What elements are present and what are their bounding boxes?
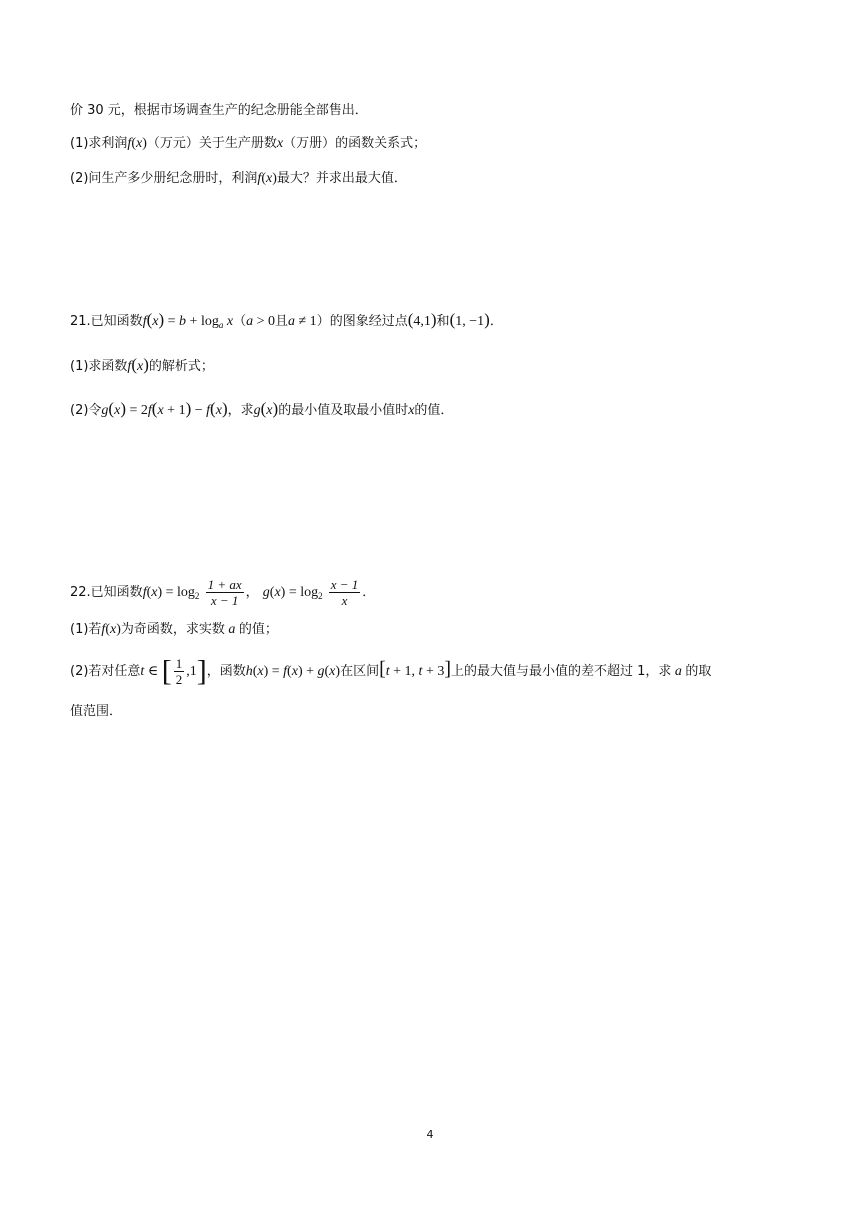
q22-part2-cont: 值范围． (70, 704, 123, 719)
q21-stem: 21.已知函数$f(x) = b + \log_a x(a > 0$且a ≠ 1）的图象经过点(4,1)和(1, −1)． (70, 310, 503, 330)
q20-part2: (2)问生产多少册纪念册时，利润f(x)最大？并求出最大值． (70, 171, 407, 186)
fraction-x-minus-1-over-x: $\frac{x - 1}{x}$ (330, 577, 359, 608)
q21-part2: (2)令g(x) = 2f(x + 1) − f(x)，求g(x)的最小值及取最小值时x的值． (70, 399, 454, 418)
q22-part1: (1)若f(x)为奇函数，求实数 a 的值； (70, 622, 278, 637)
page-number: 4 (426, 1128, 434, 1141)
q22-stem: 22.已知函数$f(x) = \log_2$ $\frac{1 + ax}{x - 1}$ ， $g(x) = \log_2$ $\frac{x - 1}{x}$ ． (70, 577, 376, 608)
fraction-1-plus-ax-over-x-minus-1: $\frac{1 + ax}{x - 1}$ (207, 577, 242, 608)
q21-part1: (1)求函数f(x)的解析式； (70, 355, 214, 374)
q22-part2: (2)若对任意t ∈ [ $\frac{1}{2}$ ,1]，函数h(x) = f(x) + g(x)在区间[t + 1, t + 3]上的最大值与最小值的差不超过 1，求 a 的取 (70, 654, 712, 688)
fraction-one-half: $\frac{1}{2}$ (175, 656, 183, 687)
q20-part1: (1)求利润f(x)（万元）关于生产册数x（万册）的函数关系式； (70, 136, 427, 151)
q20-line1: 价 30 元，根据市场调查生产的纪念册能全部售出． (70, 103, 368, 118)
math-x: x (276, 136, 284, 151)
math-fx: f (127, 136, 132, 151)
